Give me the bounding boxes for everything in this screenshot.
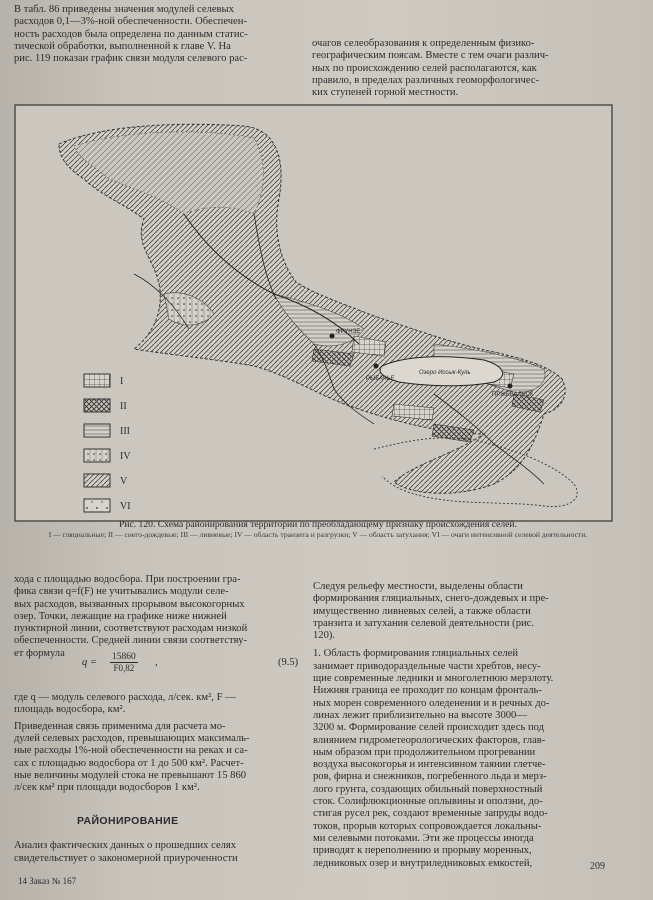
bottom-right-p2-line: приводят к переполнению и прорыву моренных, [313, 845, 532, 857]
top-left-text-line: тической обработки, выполненной к главе V. На [14, 40, 231, 52]
bottom-right-p1-line: Следуя рельефу местности, выделены области [313, 581, 523, 592]
bottom-right-p2-line: стигая русел рек, создают временные запруды водо- [313, 808, 548, 820]
bottom-left-p1-line: пунктирной линии, соответствуют расходам низкой [14, 623, 248, 635]
top-left-text-line: ность расходов была определена по данным статис- [14, 28, 248, 40]
bottom-left-p3-line: л/сек км² при площади водосборов 1 км². [14, 782, 200, 794]
bottom-right-p2-line: лого грунта, создающих обильный поверхностный [313, 783, 543, 795]
legend-label-IV: IV [120, 451, 131, 462]
map-label-frunze: ФРУНЗЕ [336, 329, 361, 335]
bottom-right-p2-line: ных морен современного оледенения и в речных до- [313, 697, 550, 709]
bottom-left-p1-line: фика связи q=f(F) не учитывались модули селе- [14, 586, 229, 598]
formula-comma: , [155, 657, 158, 668]
bottom-right-p2-line: 1. Область формирования гляциальных селей [313, 648, 518, 660]
bottom-left-p1-line: вых расходов, вызванных прорывом высокогорных [14, 598, 245, 610]
legend-label-III: III [120, 426, 130, 437]
top-left-column [14, 4, 296, 65]
bottom-left-p2-line: где q — модуль селевого расхода, л/сек. км², F — [14, 692, 236, 704]
legend-label-I: I [120, 376, 124, 387]
bottom-left-p1-line: обеспеченности. Средней линии связи соответству- [14, 635, 248, 647]
bottom-left-p2-line: площадь водосбора, км². [14, 704, 126, 716]
figure-caption [22, 519, 614, 539]
legend-swatch-II [84, 399, 110, 412]
bottom-right-paragraph-1 [313, 581, 613, 642]
bottom-right-column [313, 581, 613, 870]
bottom-right-p1-line: имущественно ливневых селей, а также области [313, 605, 531, 617]
bottom-left-p4-line: Анализ фактических данных о прошедших селях [14, 840, 237, 852]
legend-swatch-V [84, 474, 110, 487]
legend-swatch-I [84, 374, 110, 387]
bottom-left-paragraph-4 [14, 840, 300, 865]
figure-caption-legend: I — гляциальные; II — снего-дождевые; III — ливневые; IV — область транзита и разгрузки; V — область затухания; VI — очаги интенсивной селевой деятельности. [48, 530, 588, 539]
bottom-right-p2-line: ми селевыми потоками. Эти же процессы иногда [313, 832, 534, 844]
map-label-przhevalsk: ПРЖЕВАЛЬСК [492, 392, 534, 398]
bottom-right-p2-line: занимает приводораздельные части хребтов, несу- [313, 660, 541, 672]
bottom-right-p2-line: щие современные ледники и многолетнюю мерзлоту. [313, 673, 554, 685]
bottom-left-p3-line: дулей селевых расходов, превышающих максималь- [14, 732, 250, 744]
figure-caption-title: Рис. 120. Схема районирования территории по преобладающему признаку происхождения селей. [119, 519, 517, 530]
bottom-left-p4-line: свидетельствует о закономерной приуроченности [14, 852, 238, 864]
top-right-text-line: правило, в пределах различных геоморфологичес- [312, 74, 540, 86]
bottom-left-p1-line: озер. Точки, лежащие на графике ниже нижней [14, 610, 227, 622]
bottom-right-p2-line: ным образом при продолжительном прогревании [313, 746, 536, 758]
legend-label-V: V [120, 476, 128, 487]
formula-lhs: q = [82, 657, 97, 668]
city-rybachye-marker [374, 364, 379, 369]
formula-fraction [110, 652, 138, 673]
formula-numerator: 15860 [112, 652, 136, 662]
bottom-left-paragraph-1 [14, 574, 300, 660]
zoning-map [14, 104, 614, 524]
bottom-left-paragraph-3 [14, 721, 300, 795]
bottom-right-p1-line: транзита и затухания селевой деятельности (рис. [313, 617, 535, 629]
bottom-right-p2-line: ледниковых озер и внутриледниковых емкостей, [313, 857, 533, 869]
bottom-left-p1-line: хода с площадью водосбора. При построении гра- [14, 574, 241, 585]
legend-label-VI: VI [120, 501, 131, 512]
map-label-lake: Озеро Иссык-Куль [419, 370, 471, 376]
footer-print-mark: 14 Заказ № 167 [18, 876, 77, 886]
bottom-right-p2-line: Нижняя граница ее проходит по концам фронталь- [313, 685, 542, 697]
top-left-text-line: В табл. 86 приведены значения модулей селевых [14, 4, 234, 15]
bottom-right-p2-line: сток. Солифлюкционные оплывины и оползни, до- [313, 796, 543, 808]
map-label-rybachye: РЫБАЧЬЕ [366, 376, 395, 382]
bottom-right-p2-line: 3200 м. Формирование селей происходит здесь под [313, 722, 544, 734]
city-frunze-marker [330, 334, 335, 339]
top-left-text-line: расходов 0,1—3%-ной обеспеченности. Обеспечен- [14, 16, 248, 28]
legend-swatch-III [84, 424, 110, 437]
bottom-left-p3-line: Приведенная связь применима для расчета мо- [14, 720, 226, 732]
bottom-right-paragraph-2 [313, 648, 613, 869]
formula-number: (9.5) [278, 657, 299, 668]
top-right-text-line: ких ступеней горной местности. [312, 87, 459, 99]
bottom-left-paragraph-2 [14, 692, 300, 717]
bottom-left-p3-line: ные величины модулей стока не превышают 15 860 [14, 769, 247, 781]
bottom-right-p2-line: токов, прорыв которых сопровождается локальны- [313, 820, 542, 832]
bottom-left-p1-line: ет формула [14, 647, 65, 659]
city-przhevalsk-marker [508, 384, 513, 389]
top-right-column [312, 38, 608, 99]
legend-swatch-IV [84, 449, 110, 462]
formula-denominator: F0,82 [113, 663, 135, 673]
top-right-text-line: ных по происхождению селей располагаются, как [312, 62, 537, 74]
bottom-left-p3-line: ные расходы 1%-ной обеспеченности на реках и са- [14, 745, 248, 757]
bottom-right-p1-line: 120). [313, 630, 336, 642]
bottom-right-p2-line: влиянием гидрометеорологических факторов, глав- [313, 734, 546, 746]
bottom-left-p3-line: сах с площадью водосбора от 1 до 500 км². Расчет- [14, 757, 244, 769]
top-right-text-line: очагов селеобразования к определенным физико- [312, 38, 535, 49]
section-heading: РАЙОНИРОВАНИЕ [77, 815, 179, 827]
bottom-right-p2-line: линах лежит приблизительно на высоте 3000— [313, 709, 527, 721]
bottom-right-p2-line: ров, фирна и снежников, погребенного льда и мерз- [313, 771, 547, 783]
bottom-right-p2-line: воздуха высокогорья и интенсивном таянии глетче- [313, 759, 546, 771]
legend-label-II: II [120, 401, 127, 412]
formula-9-5 [82, 652, 300, 678]
top-right-text-line: географическим поясам. Вместе с тем очаги различ- [312, 50, 549, 62]
page-number: 209 [590, 861, 605, 872]
bottom-right-p1-line: формирования гляциальных, снего-дождевых и пре- [313, 593, 549, 605]
figure-map [14, 104, 614, 534]
legend-swatch-VI [84, 499, 110, 512]
top-left-text-line: рис. 119 показан график связи модуля селевого рас- [14, 53, 248, 65]
